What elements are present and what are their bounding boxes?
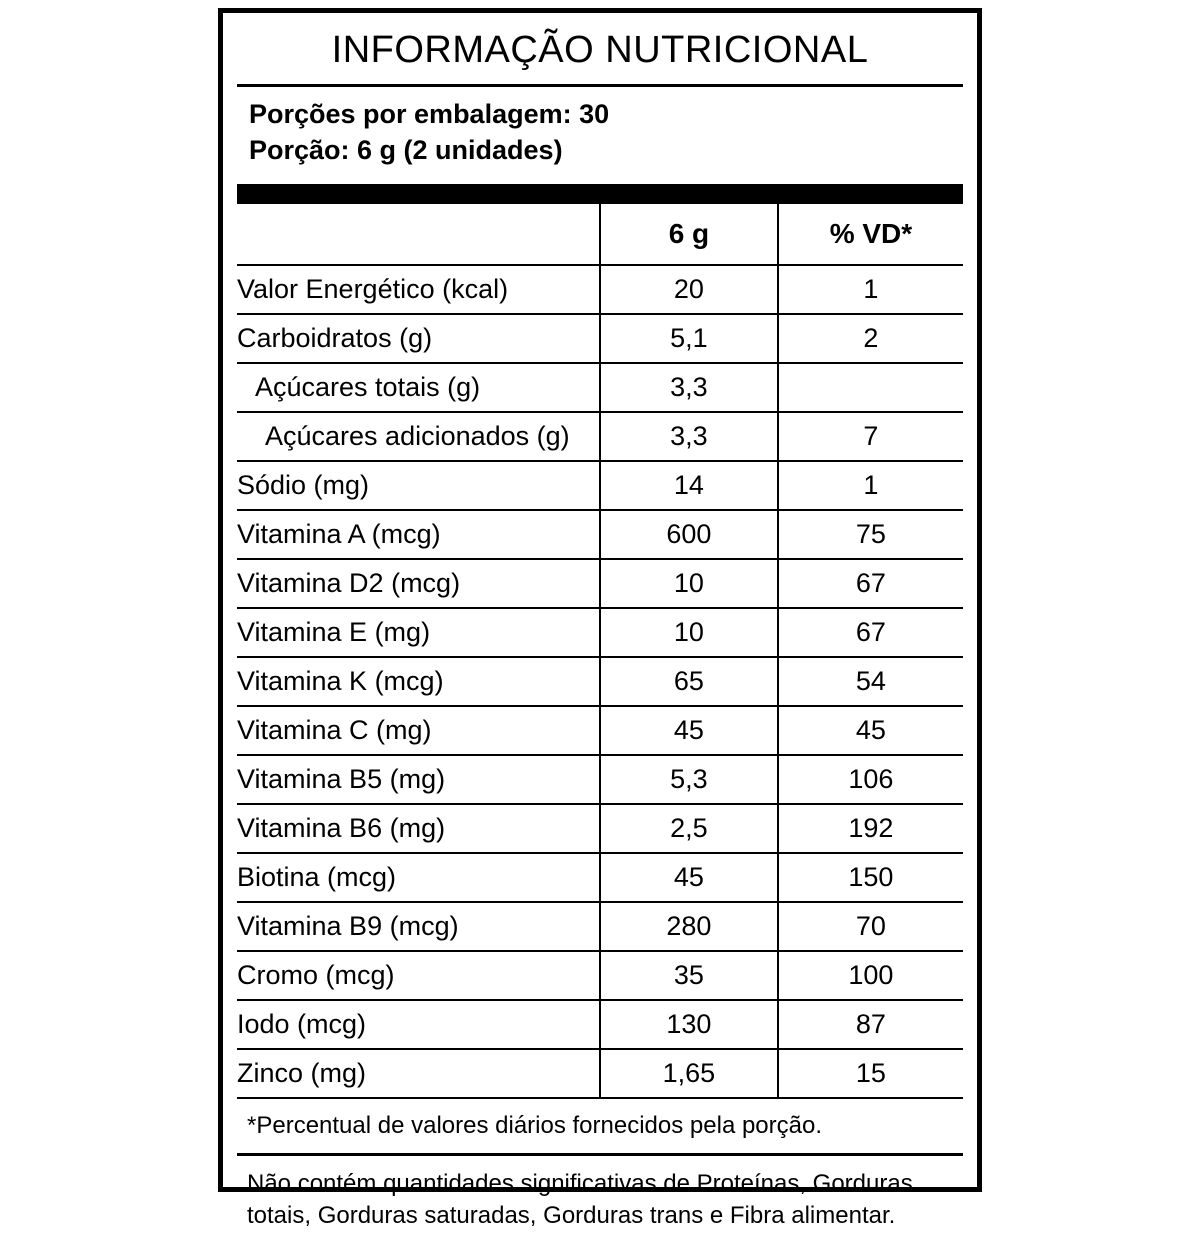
nutrient-amount: 600 bbox=[600, 510, 778, 559]
nutrient-dv: 87 bbox=[778, 1000, 963, 1049]
nutrient-name: Iodo (mcg) bbox=[237, 1000, 600, 1049]
nutrition-facts-label bbox=[218, 8, 982, 1229]
nutrient-amount: 10 bbox=[600, 608, 778, 657]
nutrient-dv: 67 bbox=[778, 608, 963, 657]
table-header-row bbox=[237, 204, 963, 265]
nutrition-table bbox=[237, 204, 963, 1099]
table-row bbox=[237, 461, 963, 510]
table-row bbox=[237, 902, 963, 951]
nutrient-amount: 45 bbox=[600, 706, 778, 755]
nutrient-dv: 7 bbox=[778, 412, 963, 461]
nutrient-name: Vitamina K (mcg) bbox=[237, 657, 600, 706]
nutrient-dv: 45 bbox=[778, 706, 963, 755]
insignificant-amounts-note: Não contém quantidades significativas de Proteínas, Gorduras totais, Gorduras saturadas, Gorduras trans e Fibra alimentar. bbox=[247, 1170, 913, 1229]
table-header bbox=[237, 204, 963, 265]
serving-info bbox=[237, 87, 963, 174]
nutrient-amount: 10 bbox=[600, 559, 778, 608]
nutrient-dv bbox=[778, 363, 963, 412]
nutrient-amount: 130 bbox=[600, 1000, 778, 1049]
nutrient-dv: 192 bbox=[778, 804, 963, 853]
column-header-nutrient bbox=[237, 204, 600, 265]
table-row bbox=[237, 853, 963, 902]
column-header-dv: % VD* bbox=[778, 204, 963, 265]
nutrient-dv: 1 bbox=[778, 265, 963, 314]
nutrient-amount: 3,3 bbox=[600, 363, 778, 412]
nutrient-dv: 100 bbox=[778, 951, 963, 1000]
nutrient-name: Vitamina C (mg) bbox=[237, 706, 600, 755]
nutrient-name: Biotina (mcg) bbox=[237, 853, 600, 902]
table-row bbox=[237, 559, 963, 608]
table-row bbox=[237, 363, 963, 412]
nutrient-dv: 106 bbox=[778, 755, 963, 804]
nutrient-amount: 45 bbox=[600, 853, 778, 902]
nutrient-dv: 15 bbox=[778, 1049, 963, 1098]
nutrient-amount: 14 bbox=[600, 461, 778, 510]
table-row bbox=[237, 755, 963, 804]
table-row bbox=[237, 951, 963, 1000]
nutrient-name: Vitamina D2 (mcg) bbox=[237, 559, 600, 608]
nutrient-amount: 280 bbox=[600, 902, 778, 951]
nutrient-name: Zinco (mg) bbox=[237, 1049, 600, 1098]
thick-divider bbox=[237, 184, 963, 204]
page-title: INFORMAÇÃO NUTRICIONAL bbox=[331, 29, 869, 71]
nutrient-dv: 1 bbox=[778, 461, 963, 510]
table-row bbox=[237, 1000, 963, 1049]
nutrient-amount: 65 bbox=[600, 657, 778, 706]
table-body bbox=[237, 265, 963, 1098]
nutrient-name: Vitamina B6 (mg) bbox=[237, 804, 600, 853]
column-header-amount: 6 g bbox=[600, 204, 778, 265]
nutrient-dv: 54 bbox=[778, 657, 963, 706]
nutrient-name: Açúcares adicionados (g) bbox=[237, 412, 600, 461]
table-row bbox=[237, 1049, 963, 1098]
nutrient-dv: 2 bbox=[778, 314, 963, 363]
table-row bbox=[237, 265, 963, 314]
servings-per-package: Porções por embalagem: 30 bbox=[249, 99, 610, 129]
nutrient-dv: 70 bbox=[778, 902, 963, 951]
nutrient-name: Valor Energético (kcal) bbox=[237, 265, 600, 314]
table-row bbox=[237, 314, 963, 363]
dv-footnote: *Percentual de valores diários fornecidos pela porção. bbox=[237, 1099, 963, 1156]
table-row bbox=[237, 657, 963, 706]
nutrient-amount: 35 bbox=[600, 951, 778, 1000]
nutrient-amount: 20 bbox=[600, 265, 778, 314]
nutrient-dv: 150 bbox=[778, 853, 963, 902]
nutrient-amount: 5,1 bbox=[600, 314, 778, 363]
table-row bbox=[237, 510, 963, 559]
nutrient-name: Vitamina B9 (mcg) bbox=[237, 902, 600, 951]
nutrient-name: Vitamina A (mcg) bbox=[237, 510, 600, 559]
nutrient-name: Cromo (mcg) bbox=[237, 951, 600, 1000]
nutrient-amount: 5,3 bbox=[600, 755, 778, 804]
serving-size: Porção: 6 g (2 unidades) bbox=[249, 134, 563, 165]
nutrient-name: Vitamina E (mg) bbox=[237, 608, 600, 657]
nutrient-name: Sódio (mg) bbox=[237, 461, 600, 510]
nutrient-dv: 67 bbox=[778, 559, 963, 608]
nutrient-amount: 1,65 bbox=[600, 1049, 778, 1098]
table-row bbox=[237, 804, 963, 853]
nutrient-name: Carboidratos (g) bbox=[237, 314, 600, 363]
nutrient-dv: 75 bbox=[778, 510, 963, 559]
nutrient-name: Açúcares totais (g) bbox=[237, 363, 600, 412]
table-row bbox=[237, 706, 963, 755]
nutrient-name: Vitamina B5 (mg) bbox=[237, 755, 600, 804]
nutrient-amount: 3,3 bbox=[600, 412, 778, 461]
table-row bbox=[237, 608, 963, 657]
nutrient-amount: 2,5 bbox=[600, 804, 778, 853]
table-row bbox=[237, 412, 963, 461]
